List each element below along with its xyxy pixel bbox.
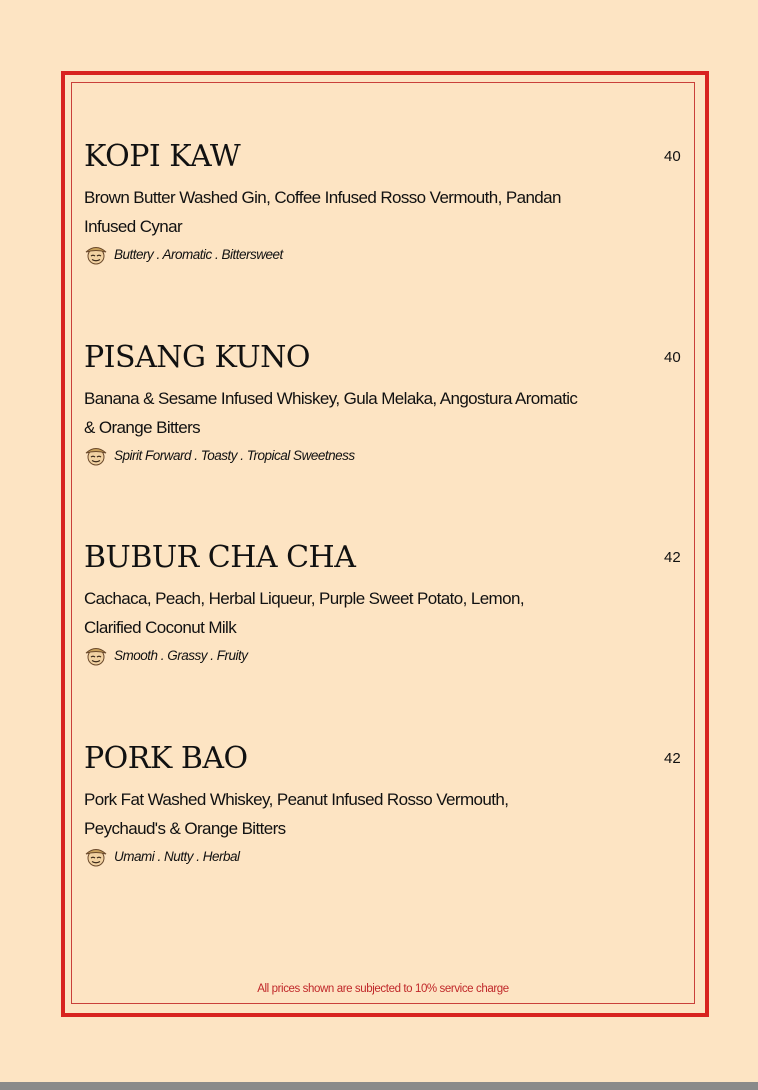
mascot-icon [84,242,108,266]
page-bottom-bar [0,1082,758,1090]
mascot-icon [84,443,108,467]
tasting-notes [84,842,240,870]
item-name: KOPI KAW [84,139,241,174]
item-price: 40 [664,349,681,366]
service-charge-note: All prices shown are subjected to 10% service charge [257,983,509,995]
item-name: BUBUR CHA CHA [84,540,356,575]
item-name: PISANG KUNO [84,340,310,375]
tasting-notes [84,641,248,669]
item-description: Pork Fat Washed Whiskey, Peanut Infused Rosso Vermouth, Peychaud's & Orange Bitters [84,790,509,838]
item-description: Cachaca, Peach, Herbal Liqueur, Purple Sweet Potato, Lemon, Clarified Coconut Milk [84,589,524,637]
item-price: 40 [664,148,681,165]
item-price: 42 [664,750,681,767]
item-description: Banana & Sesame Infused Whiskey, Gula Melaka, Angostura Aromatic & Orange Bitters [84,389,578,437]
item-description: Brown Butter Washed Gin, Coffee Infused Rosso Vermouth, Pandan Infused Cynar [84,188,561,236]
tasting-notes [84,441,355,469]
tasting-notes [84,240,283,268]
item-name: PORK BAO [84,741,248,776]
tasting-notes-text: Buttery . Aromatic . Bittersweet [114,246,283,262]
mascot-icon [84,643,108,667]
tasting-notes-text: Smooth . Grassy . Fruity [114,647,248,663]
tasting-notes-text: Spirit Forward . Toasty . Tropical Sweetness [114,447,355,463]
mascot-icon [84,844,108,868]
tasting-notes-text: Umami . Nutty . Herbal [114,848,240,864]
item-price: 42 [664,549,681,566]
